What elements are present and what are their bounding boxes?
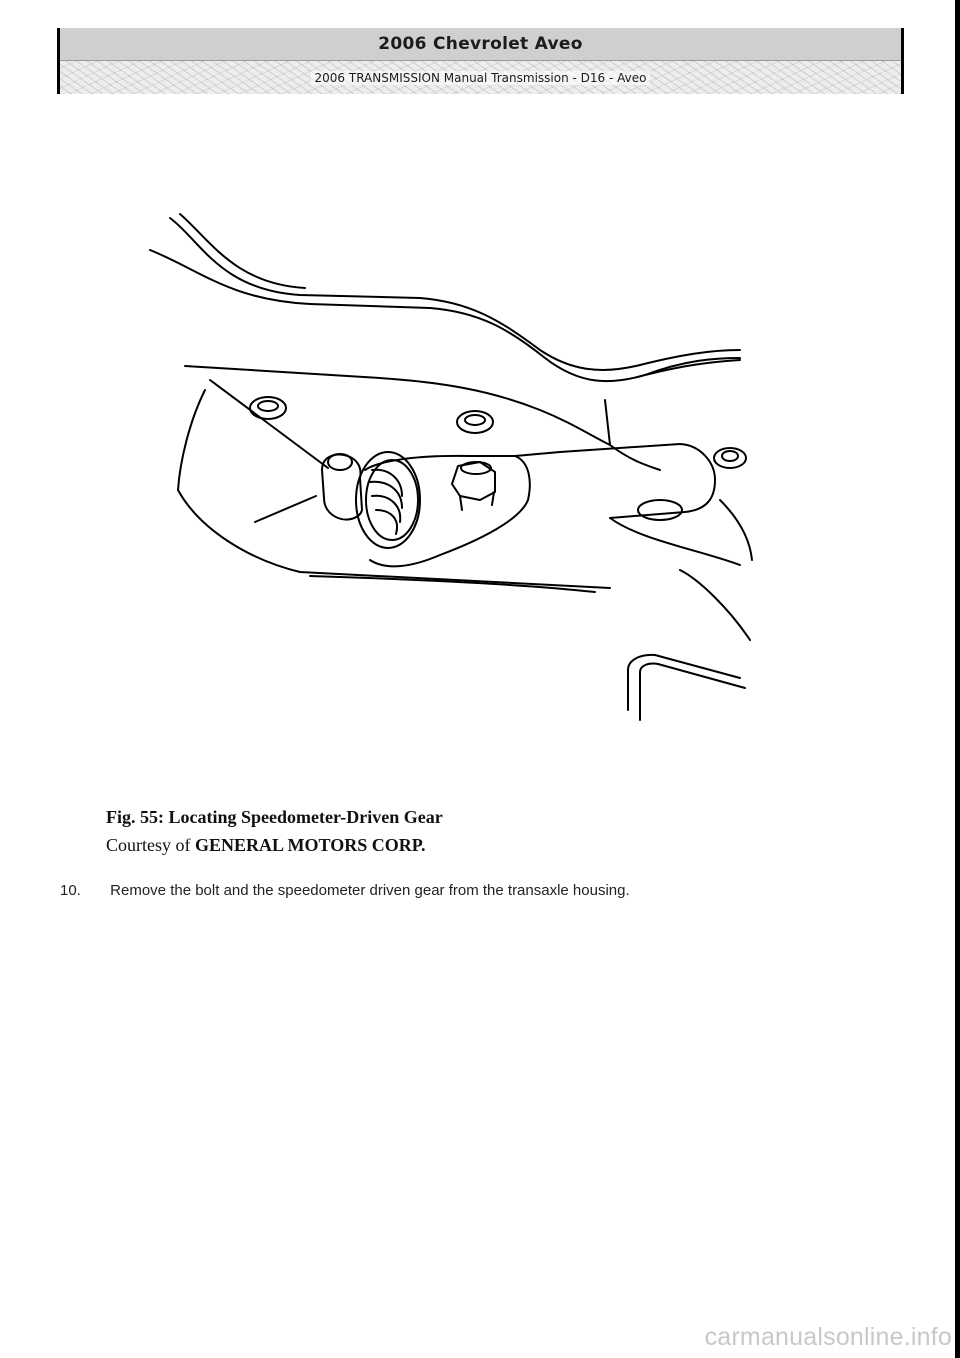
caption-credit [106, 831, 443, 859]
section-subtitle: 2006 TRANSMISSION Manual Transmission - D16 - Aveo [311, 71, 651, 85]
procedure-step [60, 882, 880, 899]
credit-company: GENERAL MOTORS CORP. [195, 835, 426, 855]
step-number: 10. [60, 882, 81, 899]
document-header [57, 28, 904, 94]
watermark: carmanualsonline.info [704, 1323, 952, 1351]
step-text: Remove the bolt and the speedometer driven gear from the transaxle housing. [110, 882, 630, 899]
page-right-rule [955, 0, 960, 1358]
vehicle-title: 2006 Chevrolet Aveo [60, 28, 901, 61]
caption-title: Fig. 55: Locating Speedometer-Driven Gear [106, 807, 443, 827]
figure-caption [106, 803, 443, 859]
speedometer-gear-illustration [140, 200, 760, 740]
credit-prefix: Courtesy of [106, 835, 191, 855]
line-drawing [140, 200, 760, 740]
section-subtitle-bar [60, 61, 901, 94]
